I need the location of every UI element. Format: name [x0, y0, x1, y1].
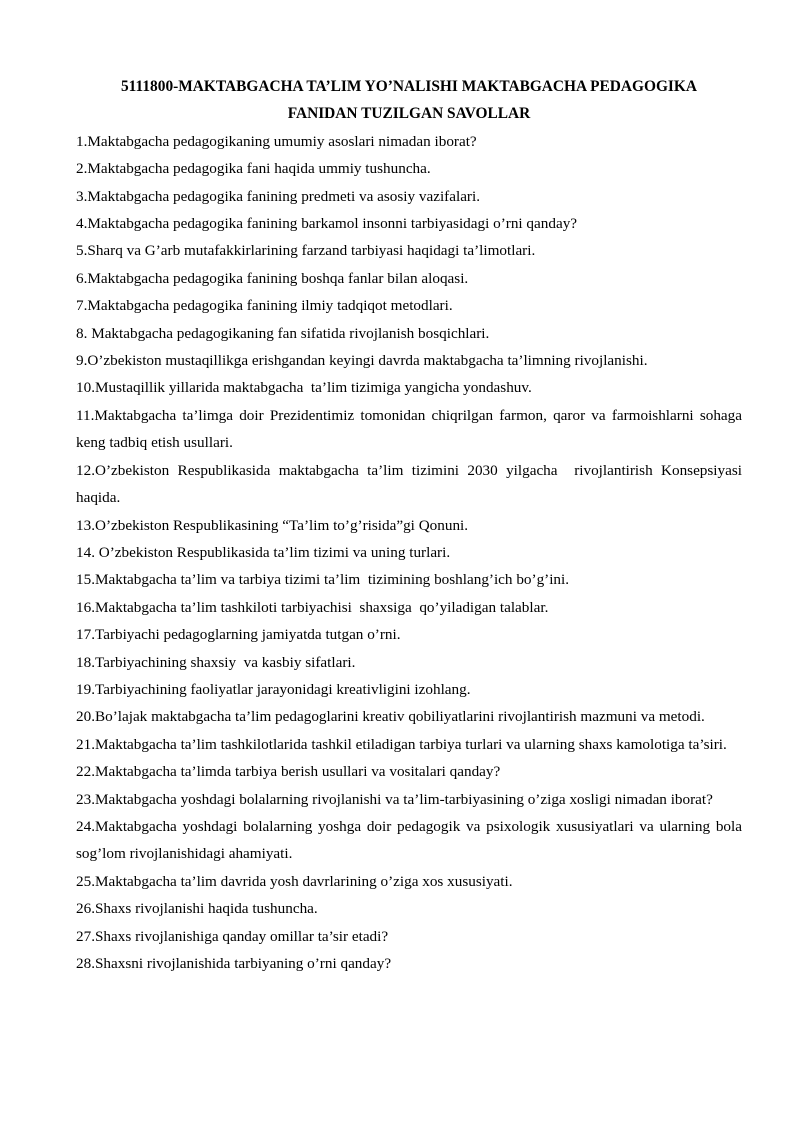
question-item: 3.Maktabgacha pedagogika fanining predmeti va asosiy vazifalari. [76, 187, 481, 205]
question-item: 26.Shaxs rivojlanishi haqida tushuncha. [76, 900, 318, 918]
document-page [76, 73, 746, 977]
question-item: 27.Shaxs rivojlanishiga qanday omillar ta’sir etadi? [76, 927, 389, 945]
question-item: 14. O’zbekiston Respublikasida ta’lim tizimi va uning turlari. [76, 543, 451, 561]
question-item: 18.Tarbiyachining shaxsiy va kasbiy sifatlari. [76, 653, 356, 671]
question-item: 24.Maktabgacha yoshdagi bolalarning yoshga doir pedagogik va psixologik xususiyatlari va ularning bola sog’lom rivojlanishidagi ahamiyati. [76, 817, 746, 863]
question-item: 19.Tarbiyachining faoliyatlar jarayonidagi kreativligini izohlang. [76, 680, 471, 698]
question-item: 20.Bo’lajak maktabgacha ta’lim pedagoglarini kreativ qobiliyatlarini rivojlantirish mazmuni va metodi. [76, 708, 705, 726]
question-item: 23.Maktabgacha yoshdagi bolalarning rivojlanishi va ta’lim-tarbiyasining o’ziga xosligi nimadan iborat? [76, 790, 713, 808]
question-item: 10.Mustaqillik yillarida maktabgacha ta’lim tizimiga yangicha yondashuv. [76, 379, 532, 397]
question-item: 13.O’zbekiston Respublikasining “Ta’lim to’g’risida”gi Qonuni. [76, 516, 469, 534]
title-line-2: FANIDAN TUZILGAN SAVOLLAR [287, 105, 531, 123]
question-item: 8. Maktabgacha pedagogikaning fan sifatida rivojlanish bosqichlari. [76, 324, 490, 342]
question-item: 6.Maktabgacha pedagogika fanining boshqa fanlar bilan aloqasi. [76, 269, 469, 287]
question-item: 17.Tarbiyachi pedagoglarning jamiyatda tutgan o’rni. [76, 626, 401, 644]
question-item: 1.Maktabgacha pedagogikaning umumiy asoslari nimadan iborat? [76, 132, 477, 150]
question-list [76, 128, 746, 978]
question-item: 16.Maktabgacha ta’lim tashkiloti tarbiyachisi shaxsiga qo’yiladigan talablar. [76, 598, 549, 616]
question-item: 4.Maktabgacha pedagogika fanining barkamol insonni tarbiyasidagi o’rni qanday? [76, 215, 578, 233]
question-item: 22.Maktabgacha ta’limda tarbiya berish usullari va vositalari qanday? [76, 763, 501, 781]
question-item: 21.Maktabgacha ta’lim tashkilotlarida tashkil etiladigan tarbiya turlari va ularning shaxs kamolotiga ta’siri. [76, 735, 727, 753]
question-item: 2.Maktabgacha pedagogika fani haqida ummiy tushuncha. [76, 160, 431, 178]
question-item: 12.O’zbekiston Respublikasida maktabgacha ta’lim tizimini 2030 yilgacha rivojlantirish Konsepsiyasi haqida. [76, 461, 746, 507]
question-item: 9.O’zbekiston mustaqillikga erishgandan keyingi davrda maktabgacha ta’limning rivojlanishi. [76, 352, 648, 370]
question-item: 28.Shaxsni rivojlanishida tarbiyaning o’rni qanday? [76, 955, 392, 972]
title-line-1: 5111800-MAKTABGACHA TA’LIM YO’NALISHI MAKTABGACHA PEDAGOGIKA [120, 78, 698, 95]
question-item: 5.Sharq va G’arb mutafakkirlarining farzand tarbiyasi haqidagi ta’limotlari. [76, 242, 536, 260]
document-title [76, 73, 742, 128]
question-item: 15.Maktabgacha ta’lim va tarbiya tizimi ta’lim tizimining boshlang’ich bo’g’ini. [76, 571, 570, 589]
question-item: 7.Maktabgacha pedagogika fanining ilmiy tadqiqot metodlari. [76, 297, 453, 315]
question-item: 11.Maktabgacha ta’limga doir Prezidentimiz tomonidan chiqrilgan farmon, qaror va farmoishlarni sohaga keng tadbiq etish usullari. [76, 406, 746, 452]
question-item: 25.Maktabgacha ta’lim davrida yosh davrlarining o’ziga xos xususiyati. [76, 872, 513, 890]
